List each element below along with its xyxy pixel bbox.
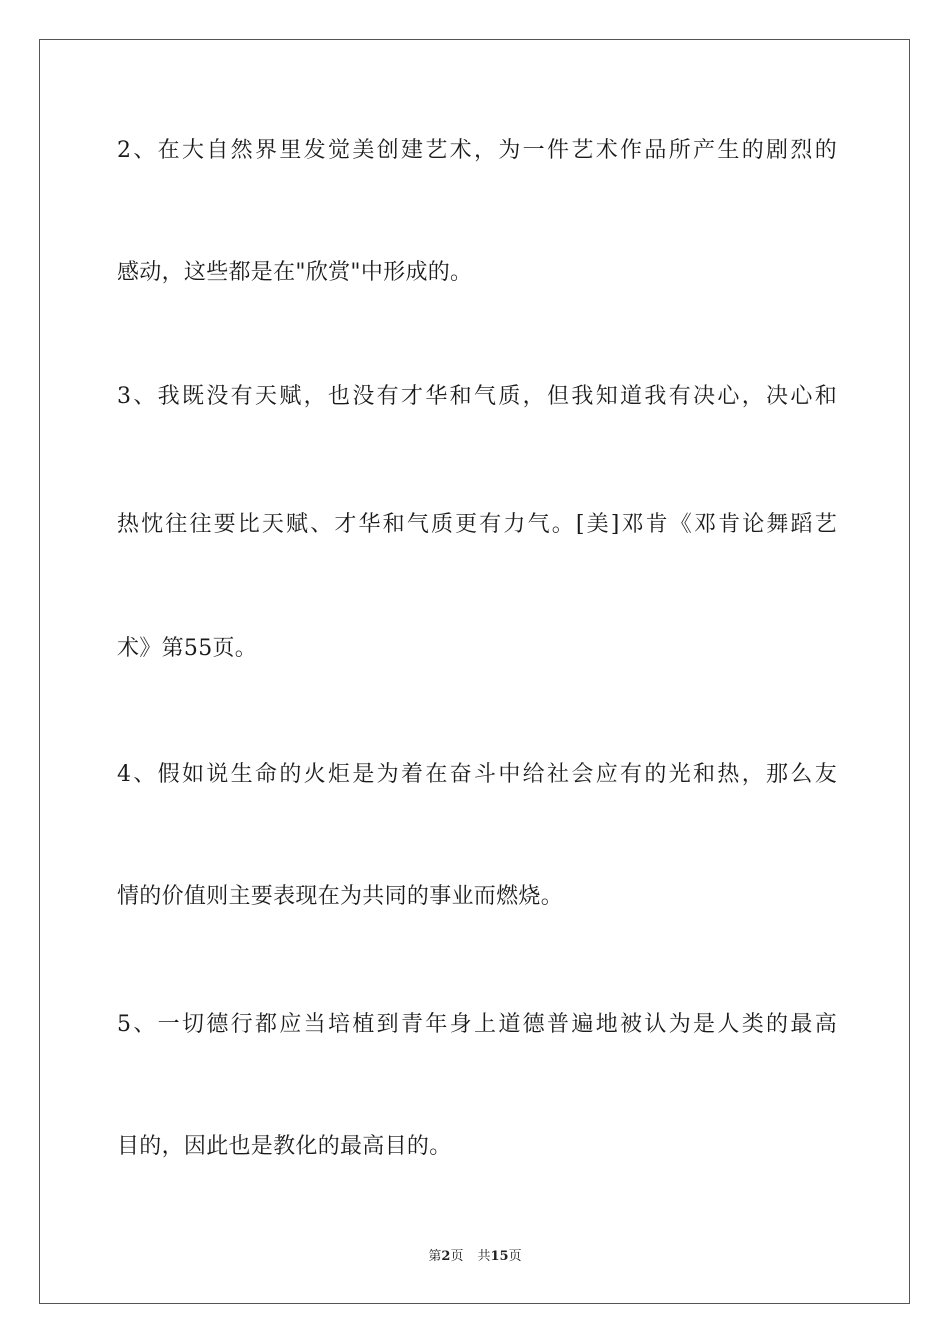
total-label-prefix: 共: [477, 1249, 491, 1264]
text-line: 感动，这些都是在"欣赏"中形成的。: [117, 260, 473, 285]
text-line: 4、假如说生命的火炬是为着在奋斗中给社会应有的光和热，那么友: [117, 762, 837, 787]
page-footer: [0, 1248, 950, 1266]
text-line: 目的，因此也是教化的最高目的。: [117, 1134, 452, 1159]
total-pages: 15: [490, 1249, 509, 1264]
text-line: 3、我既没有天赋，也没有才华和气质，但我知道我有决心，决心和: [117, 384, 837, 409]
page-label-prefix: 第: [428, 1249, 442, 1264]
text-line: 热忱往往要比天赋、才华和气质更有力气。[美]邓肯《邓肯论舞蹈艺: [117, 512, 837, 537]
text-line: 2、在大自然界里发觉美创建艺术，为一件艺术作品所产生的剧烈的: [117, 138, 837, 163]
text-line: 术》第55页。: [117, 636, 258, 661]
page-border: [39, 39, 910, 1304]
total-label-suffix: 页: [508, 1249, 522, 1264]
page-number: 2: [441, 1249, 451, 1264]
text-line: 5、一切德行都应当培植到青年身上道德普遍地被认为是人类的最高: [117, 1012, 837, 1037]
page-label-suffix: 页: [450, 1249, 464, 1264]
text-line: 情的价值则主要表现在为共同的事业而燃烧。: [117, 884, 564, 909]
